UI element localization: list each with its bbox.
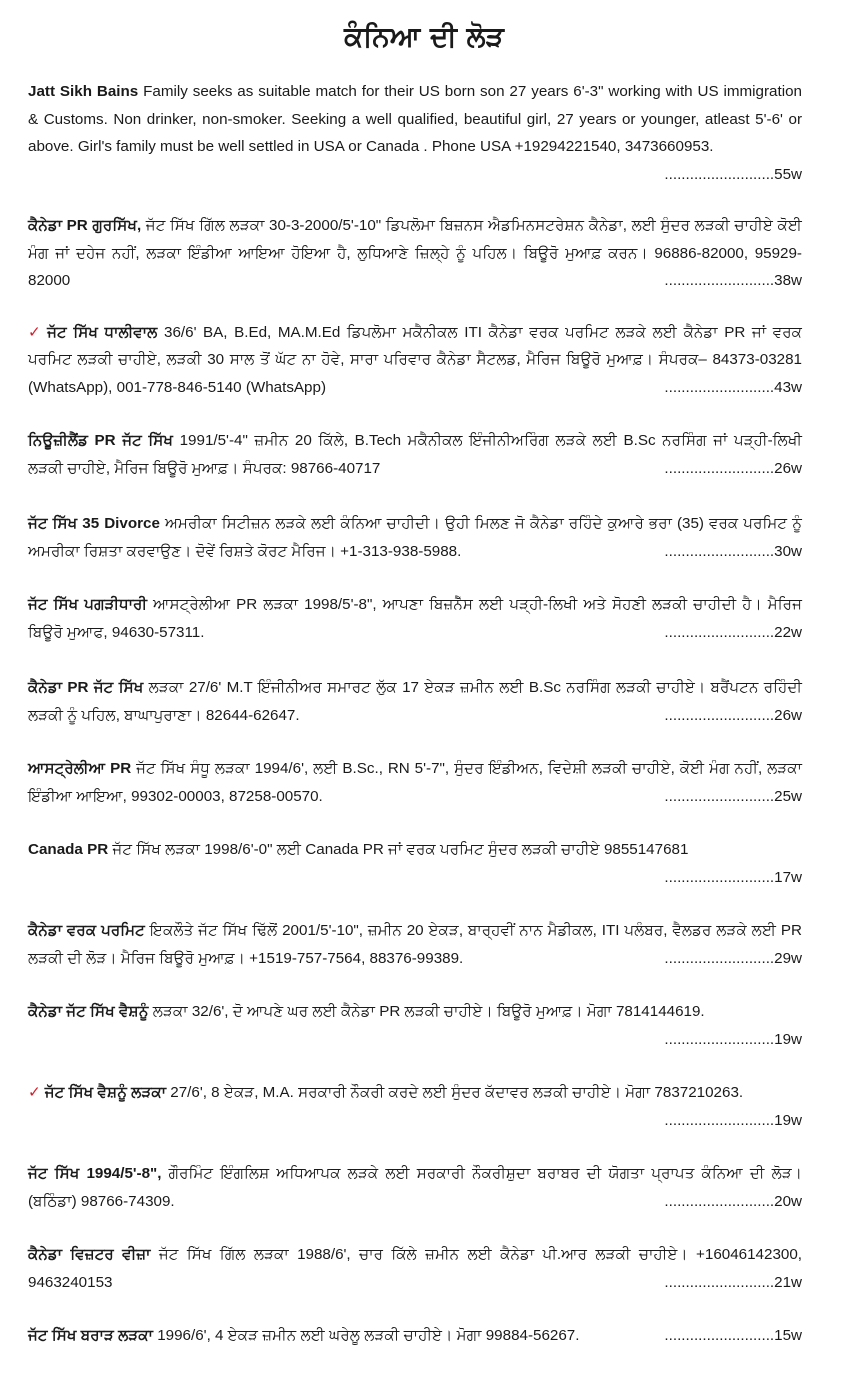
classified-ad	[28, 1241, 802, 1296]
ad-price: ..........................38w	[664, 272, 802, 289]
ad-price: ..........................15w	[664, 1327, 802, 1344]
classified-ad	[28, 1322, 802, 1350]
ad-text: ਆਸਟ੍ਰੇਲੀਆ PR ਲੜਕਾ 1998/5'-8", ਆਪਣਾ ਬਿਜ਼ਨੈੱਸ ਲਈ ਪੜ੍ਹੀ-ਲਿਖੀ ਅਤੇ ਸੋਹਣੀ ਲੜਕੀ ਚਾਹੀਦੀ ਹੈ। ਮੈਰਿਜ ਬਿਊਰੋ ਮੁਆਫ, 94630-57311.	[28, 596, 802, 641]
ad-lead: Canada PR	[28, 841, 109, 858]
check-mark-icon: ✓	[28, 323, 44, 341]
ad-lead: ਨਿਊਜ਼ੀਲੈਂਡ PR ਜੱਟ ਸਿੱਖ	[28, 432, 174, 449]
ad-text: ਜੱਟ ਸਿੱਖ ਸੰਧੂ ਲੜਕਾ 1994/6', ਲਈ B.Sc., RN 5'-7", ਸੁੰਦਰ ਇੰਡੀਅਨ, ਵਿਦੇਸ਼ੀ ਲੜਕੀ ਚਾਹੀਏ, ਕੋਈ ਮੰਗ ਨਹੀਂ, ਲੜਕਾ ਇੰਡੀਆ ਆਇਆ, 99302-00003, 87258-00570.	[28, 760, 802, 805]
ad-lead: ਕੈਨੇਡਾ ਜੱਟ ਸਿੱਖ ਵੈਸ਼ਨੂੰ	[28, 1003, 149, 1020]
ad-text: ਲੜਕਾ 32/6', ਦੋ ਆਪਣੇ ਘਰ ਲਈ ਕੈਨੇਡਾ PR ਲੜਕੀ ਚਾਹੀਏ। ਬਿਊਰੋ ਮੁਆਫ਼। ਮੋਗਾ 7814144619.	[148, 1003, 705, 1020]
ad-text: ਜੱਟ ਸਿੱਖ ਗਿੱਲ ਲੜਕਾ 30-3-2000/5'-10" ਡਿਪਲੋਮਾ ਬਿਜ਼ਨਸ ਐਡਮਿਨਸਟਰੇਸ਼ਨ ਕੈਨੇਡਾ, ਲਈ ਸੁੰਦਰ ਲੜਕੀ ਚਾਹੀਏ ਕੋਈ ਮੰਗ ਜਾਂ ਦਹੇਜ ਨਹੀਂ, ਲੜਕਾ ਇੰਡੀਆ ਆਇਆ ਹੋਇਆ ਹੈ, ਲੁਧਿਆਣੇ ਜ਼ਿਲ੍ਹੇ ਨੂੰ ਪਹਿਲ। ਬਿਊਰੋ ਮੁਆਫ਼ ਕਰਨ। 96886-82000, 95929-82000	[28, 217, 802, 289]
ad-lead: ਜੱਟ ਸਿੱਖ ਵੈਸ਼ਨੂੰ ਲੜਕਾ	[44, 1084, 167, 1101]
ad-text: ਇਕਲੌਤੇ ਜੱਟ ਸਿੱਖ ਢਿੱਲੋਂ 2001/5'-10", ਜ਼ਮੀਨ 20 ਏਕੜ, ਬਾਰ੍ਹਵੀਂ ਨਾਨ ਮੈਡੀਕਲ, ITI ਪਲੰਬਰ, ਵੈਲਡਰ ਲੜਕੇ ਲਈ PR ਲੜਕੀ ਦੀ ਲੋੜ। ਮੈਰਿਜ ਬਿਊਰੋ ਮੁਆਫ਼। +1519-757-7564, 88376-99389.	[28, 922, 802, 967]
classified-ad	[28, 1160, 802, 1215]
ads-list	[28, 78, 802, 1350]
classified-ad	[28, 591, 802, 646]
classified-ad	[28, 836, 802, 891]
ad-lead: ਕੈਨੇਡਾ PR ਗੁਰਸਿੱਖ,	[28, 217, 142, 234]
ad-price: ..........................21w	[664, 1273, 802, 1291]
ad-text: ਗੌਰਮਿੰਟ ਇੰਗਲਿਸ਼ ਅਧਿਆਪਕ ਲੜਕੇ ਲਈ ਸਰਕਾਰੀ ਨੌਕਰੀਸ਼ੁਦਾ ਬਰਾਬਰ ਦੀ ਯੋਗਤਾ ਪ੍ਰਾਪਤ ਕੰਨਿਆ ਦੀ ਲੋੜ। (ਬਠਿੰਡਾ) 98766-74309.	[28, 1165, 803, 1210]
ad-lead: ਕੈਨੇਡਾ PR ਜੱਟ ਸਿੱਖ	[28, 679, 144, 696]
ad-lead: ਜੱਟ ਸਿੱਖ ਧਾਲੀਵਾਲ	[47, 323, 158, 341]
ad-price: ..........................55w	[664, 165, 802, 183]
ad-text: 1991/5'-4" ਜ਼ਮੀਨ 20 ਕਿੱਲੇ, B.Tech ਮਕੈਨੀਕਲ ਇੰਜੀਨੀਅਰਿੰਗ ਲੜਕੇ ਲਈ B.Sc ਨਰਸਿੰਗ ਜਾਂ ਪੜ੍ਹੀ-ਲਿਖੀ ਲੜਕੀ ਚਾਹੀਏ, ਮੈਰਿਜ ਬਿਊਰੋ ਮੁਆਫ਼। ਸੰਪਰਕ: 98766-40717	[28, 432, 802, 477]
ad-price: ..........................19w	[664, 1030, 802, 1048]
ad-text: 1996/6', 4 ਏਕੜ ਜ਼ਮੀਨ ਲਈ ਘਰੇਲੂ ਲੜਕੀ ਚਾਹੀਏ। ਮੋਗਾ 99884-56267.	[153, 1327, 580, 1344]
classified-ad	[28, 78, 802, 188]
ad-price: ..........................17w	[664, 868, 802, 886]
ad-lead: ਆਸਟ੍ਰੇਲੀਆ PR	[28, 760, 132, 777]
classified-ad	[28, 319, 802, 402]
ad-lead: ਕੈਨੇਡਾ ਵਿਜ਼ਟਰ ਵੀਜ਼ਾ	[28, 1246, 151, 1263]
page-title: ਕੰਨਿਆ ਦੀ ਲੋੜ	[344, 20, 504, 53]
ad-price: ..........................26w	[664, 706, 802, 724]
classified-ad	[28, 755, 802, 810]
ad-price: ..........................30w	[664, 542, 802, 560]
ad-lead: ਕੈਨੇਡਾ ਵਰਕ ਪਰਮਿਟ	[28, 922, 145, 939]
ad-price: ..........................20w	[664, 1192, 802, 1210]
ad-price: ..........................26w	[664, 459, 802, 477]
ad-text: ਜੱਟ ਸਿੱਖ ਲੜਕਾ 1998/6'-0" ਲਈ Canada PR ਜਾਂ ਵਰਕ ਪਰਮਿਟ ਸੁੰਦਰ ਲੜਕੀ ਚਾਹੀਏ 9855147681	[108, 841, 689, 858]
classified-ad	[28, 917, 802, 972]
ad-lead: ਜੱਟ ਸਿੱਖ ਪਗੜੀਧਾਰੀ	[28, 596, 148, 613]
check-mark-icon: ✓	[28, 1084, 41, 1101]
ad-lead: ਜੱਟ ਸਿੱਖ 35 Divorce	[28, 515, 160, 532]
ad-text: Family seeks as suitable match for their US born son 27 years 6'-3" working with US immigration & Customs. Non drinker, non-smoker. Seeking a well qualified, beautiful girl, 27 years or younger, atleast 5'-6' or above. Girl's family must be well settled in USA or Canada . Phone USA +19294221540, 3473660953.	[28, 83, 802, 155]
classified-ad	[28, 1079, 802, 1134]
ad-text: ਜੱਟ ਸਿੱਖ ਗਿੱਲ ਲੜਕਾ 1988/6', ਚਾਰ ਕਿੱਲੇ ਜ਼ਮੀਨ ਲਈ ਕੈਨੇਡਾ ਪੀ.ਆਰ ਲੜਕੀ ਚਾਹੀਏ। +16046142300, 9463240153	[28, 1246, 802, 1291]
classified-ad	[28, 427, 802, 482]
classified-ad	[28, 212, 802, 295]
classified-ad	[28, 510, 802, 565]
ad-text: ਲੜਕਾ 27/6' M.T ਇੰਜੀਨੀਅਰ ਸਮਾਰਟ ਲੁੱਕ 17 ਏਕੜ ਜ਼ਮੀਨ ਲਈ B.Sc ਨਰਸਿੰਗ ਲੜਕੀ ਚਾਹੀਏ। ਬਰੈਂਪਟਨ ਰਹਿੰਦੀ ਲੜਕੀ ਨੂੰ ਪਹਿਲ, ਬਾਘਾਪੁਰਾਣਾ। 82644-62647.	[28, 679, 802, 724]
ad-lead: ਜੱਟ ਸਿੱਖ 1994/5'-8",	[28, 1165, 162, 1182]
ad-price: ..........................43w	[664, 378, 802, 396]
ad-price: ..........................29w	[664, 949, 802, 967]
ad-text: 36/6' BA, B.Ed, MA.M.Ed ਡਿਪਲੋਮਾ ਮਕੈਨੀਕਲ ITI ਕੈਨੇਡਾ ਵਰਕ ਪਰਮਿਟ ਲੜਕੇ ਲਈ ਕੈਨੇਡਾ PR ਜਾਂ ਵਰਕ ਪਰਮਿਟ ਲੜਕੀ ਚਾਹੀਏ, ਲੜਕੀ 30 ਸਾਲ ਤੋਂ ਘੱਟ ਨਾ ਹੋਵੇ, ਸਾਰਾ ਪਰਿਵਾਰ ਕੈਨੇਡਾ ਸੈਟਲਡ, ਮੈਰਿਜ ਬਿਊਰੋ ਮੁਆਫ਼। ਸੰਪਰਕ– 84373-03281 (WhatsApp), 001-778-846-5140 (WhatsApp)	[28, 323, 802, 396]
ad-lead: Jatt Sikh Bains	[28, 83, 139, 100]
ad-text: ਅਮਰੀਕਾ ਸਿਟੀਜ਼ਨ ਲੜਕੇ ਲਈ ਕੰਨਿਆ ਚਾਹੀਦੀ। ਉਹੀ ਮਿਲਣ ਜੋ ਕੈਨੇਡਾ ਰਹਿੰਦੇ ਕੁਆਰੇ ਭਰਾ (35) ਵਰਕ ਪਰਮਿਟ ਨੂੰ ਅਮਰੀਕਾ ਰਿਸ਼ਤਾ ਕਰਵਾਉਣ। ਦੋਵੇਂ ਰਿਸ਼ਤੇ ਕੋਰਟ ਮੈਰਿਜ। +1-313-938-5988.	[28, 515, 802, 560]
classified-ad	[28, 998, 802, 1053]
classified-ad	[28, 674, 802, 729]
ad-lead: ਜੱਟ ਸਿੱਖ ਬਰਾੜ ਲੜਕਾ	[28, 1327, 153, 1344]
ad-price: ..........................25w	[664, 787, 802, 805]
ad-price: ..........................19w	[664, 1111, 802, 1129]
ad-text: 27/6', 8 ਏਕੜ, M.A. ਸਰਕਾਰੀ ਨੌਕਰੀ ਕਰਦੇ ਲਈ ਸੁੰਦਰ ਕੱਦਾਵਰ ਲੜਕੀ ਚਾਹੀਏ। ਮੋਗਾ 7837210263.	[166, 1084, 744, 1101]
ad-price: ..........................22w	[664, 623, 802, 641]
